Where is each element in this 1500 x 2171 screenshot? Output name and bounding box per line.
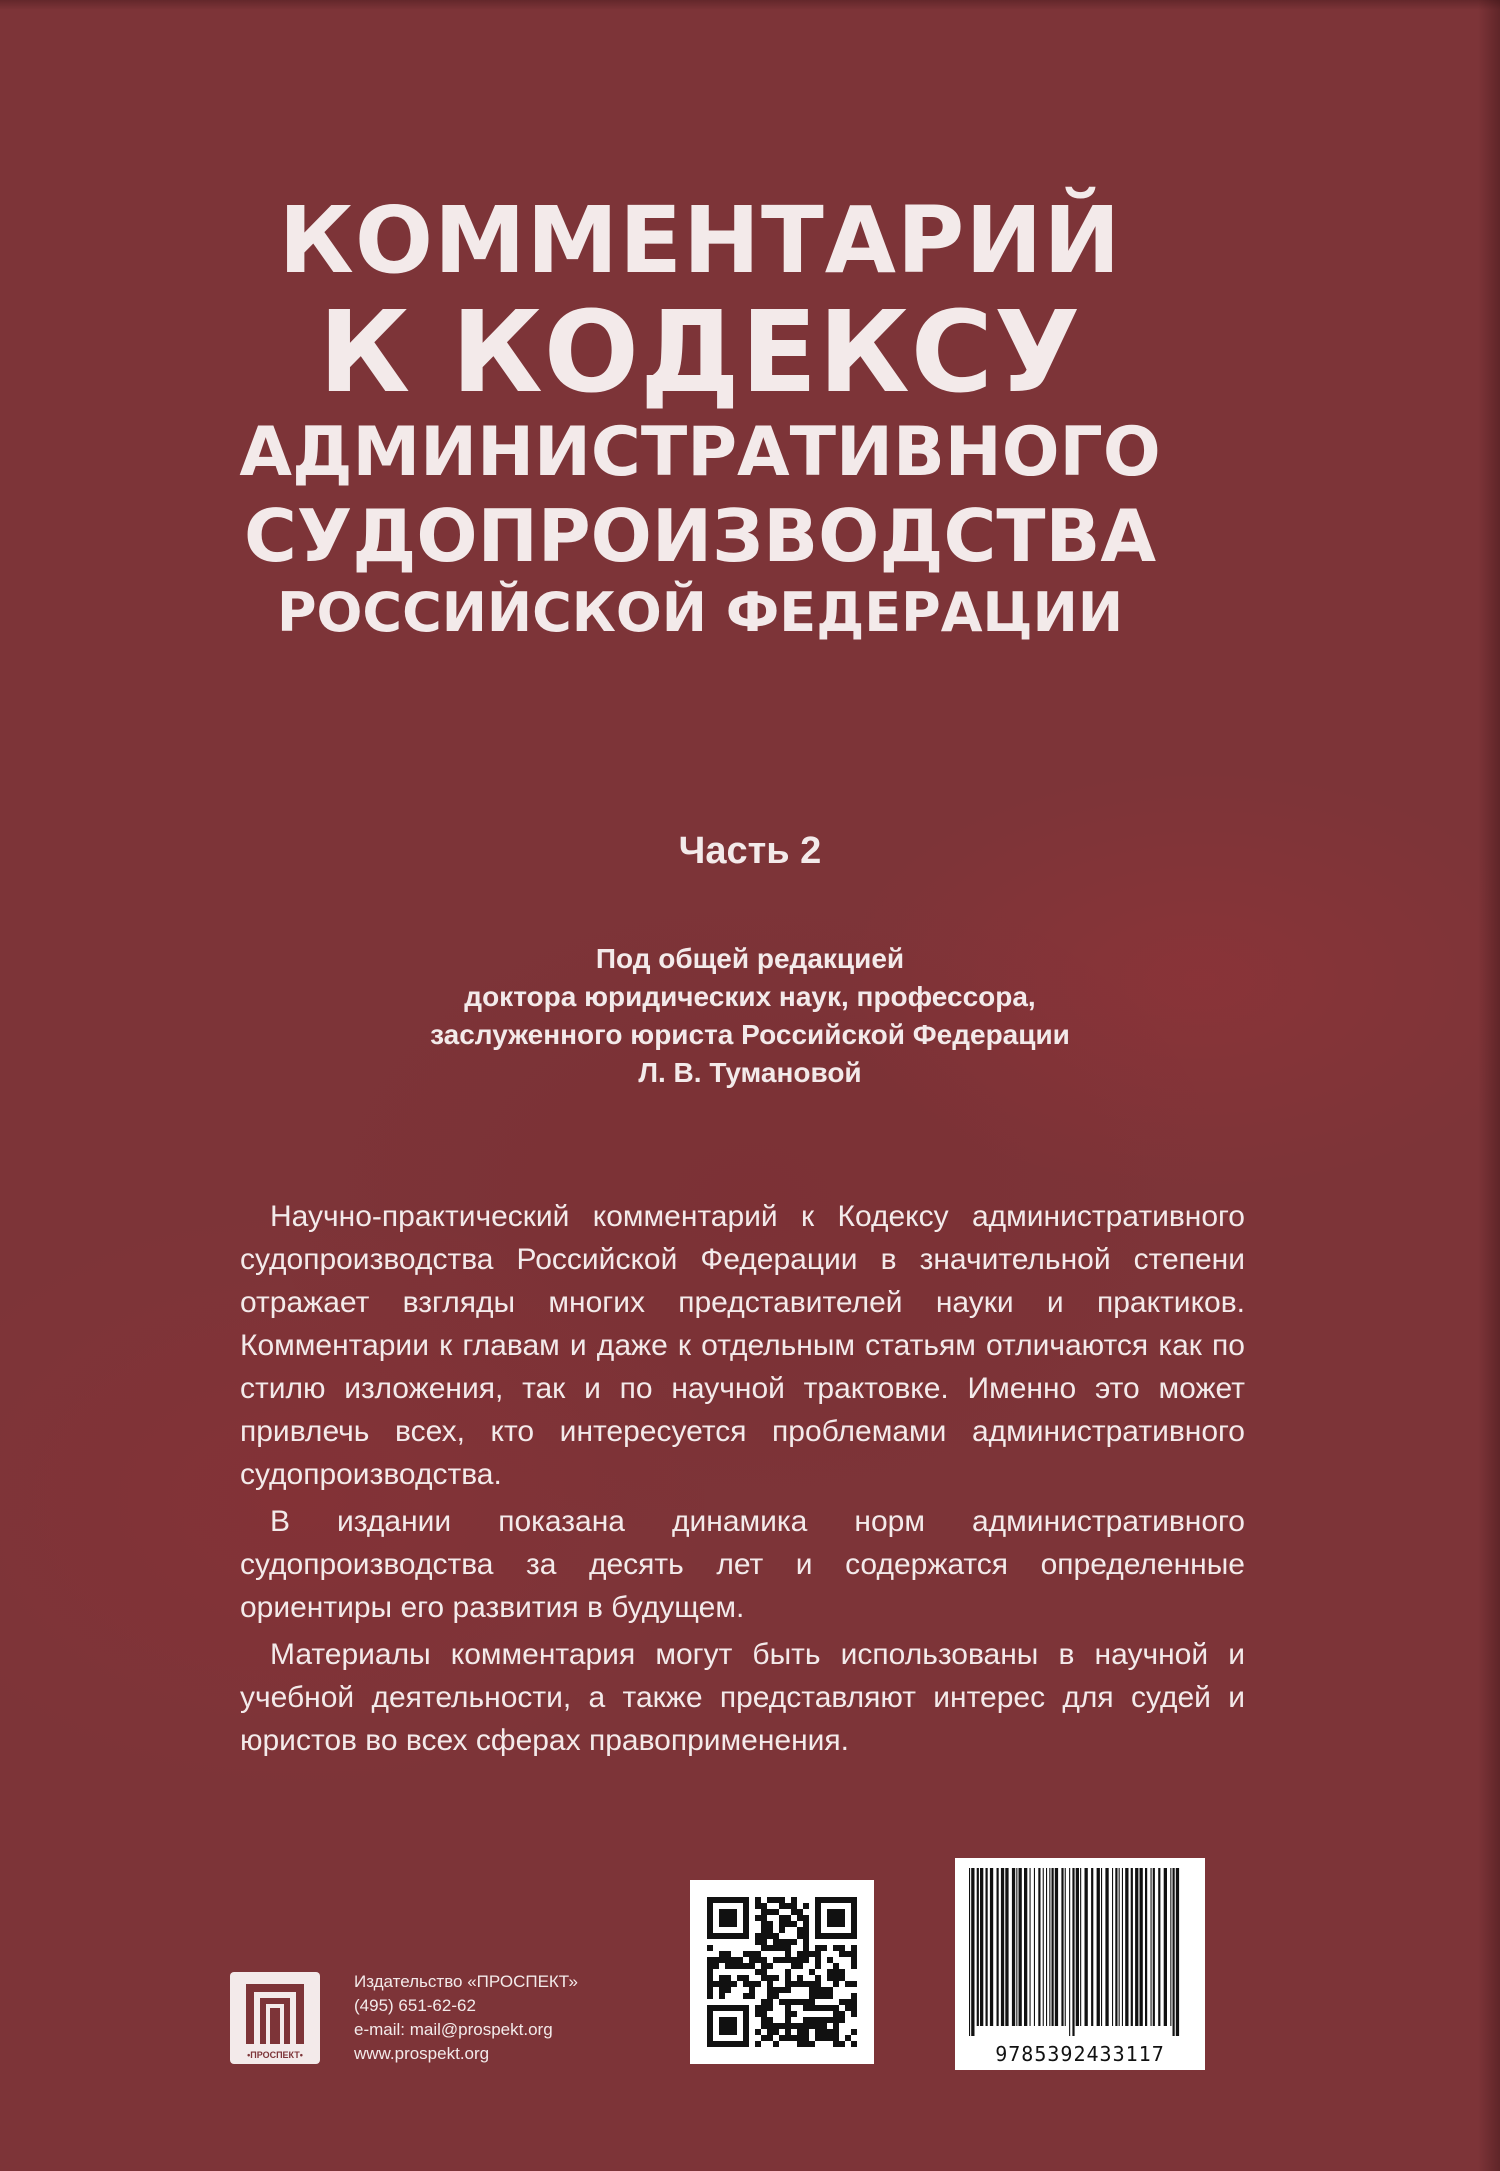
publisher-contacts bbox=[354, 1970, 578, 2066]
annotation-paragraph-3: Материалы комментария могут быть использованы в научной и учебной деятельности, а также представляют интерес для судей и юристов во всех сферах правоприменения. bbox=[240, 1638, 1245, 1757]
logo-text: •ПРОСПЕКТ• bbox=[247, 2050, 303, 2060]
publisher-block bbox=[228, 1970, 648, 2080]
title-line-5: РОССИЙСКОЙ ФЕДЕРАЦИИ bbox=[276, 581, 1124, 644]
publisher-name: Издательство «ПРОСПЕКТ» bbox=[354, 1972, 578, 1991]
editor-line-1: Под общей редакцией bbox=[595, 943, 905, 974]
title-line-2: К КОДЕКСУ bbox=[318, 288, 1082, 418]
publisher-website: www.prospekt.org bbox=[354, 2044, 490, 2063]
cover-edge-shadow-top bbox=[0, 0, 1500, 10]
editor-line-3: заслуженного юриста Российской Федерации bbox=[430, 1019, 1070, 1050]
editor-line-2: доктора юридических наук, профессора, bbox=[464, 981, 1036, 1012]
title-line-1: КОММЕНТАРИЙ bbox=[278, 187, 1122, 294]
qr-code-icon bbox=[690, 1880, 874, 2064]
publisher-phone: (495) 651-62-62 bbox=[354, 1996, 476, 2015]
isbn-barcode bbox=[955, 1858, 1205, 2070]
title-line-3: АДМИНИСТРАТИВНОГО bbox=[239, 413, 1161, 492]
publisher-email: e-mail: mail@prospekt.org bbox=[354, 2020, 553, 2039]
isbn-barcode-digits: 9785392433117 bbox=[995, 2042, 1165, 2066]
annotation-paragraph-1: Научно-практический комментарий к Кодексу административного судопроизводства Российской Федерации в значительной степени отражает взгляды многих представителей науки и практиков. Комментарии к главам и даже к отдельным статьям отличаются как по стилю изложения, так и по научной трактовке. Именно это может привлечь всех, кто интересуется проблемами административного судопроизводства. bbox=[240, 1200, 1245, 1491]
book-annotation bbox=[240, 1195, 1245, 1766]
editor-credit bbox=[0, 940, 1500, 1092]
book-title bbox=[200, 188, 1200, 648]
title-line-4: СУДОПРОИЗВОДСТВА bbox=[243, 494, 1157, 578]
volume-part-label: Часть 2 bbox=[678, 830, 822, 872]
annotation-paragraph-2: В издании показана динамика норм административного судопроизводства за десять лет и содержатся определенные ориентиры его развития в будущем. bbox=[240, 1505, 1245, 1624]
prospekt-logo-icon bbox=[228, 1970, 322, 2066]
editor-name: Л. В. Тумановой bbox=[638, 1057, 862, 1088]
